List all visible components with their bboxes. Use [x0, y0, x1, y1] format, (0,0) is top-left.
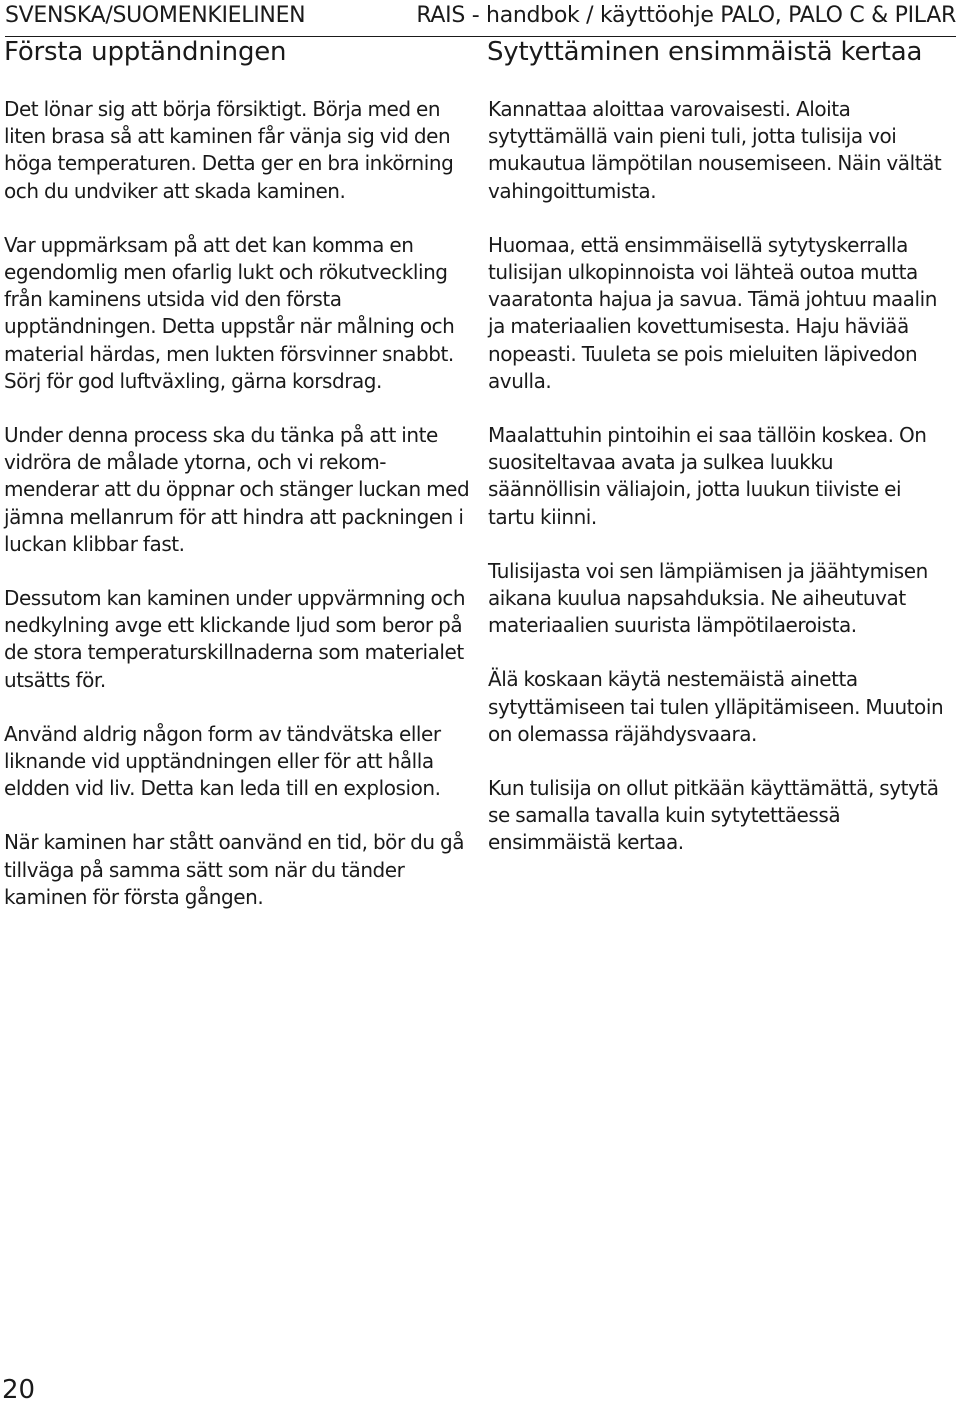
swedish-paragraph: Använd aldrig någon form av tändvätska eller liknande vid upptändningen eller för att hålla eldden vid liv. Detta kan leda till en explosion.: [4, 721, 441, 801]
section-title-swedish: Första upptändningen: [4, 37, 287, 67]
swedish-paragraph: Det lönar sig att börja försiktigt. Börja med en liten brasa så att kaminen får vänja sig vid den höga temperaturen. Detta ger en bra inkörning och du undviker att skada kaminen.: [4, 97, 454, 203]
swedish-column: [4, 96, 470, 938]
page-number: 20: [2, 1375, 36, 1405]
swedish-paragraph: Under denna process ska du tänka på att inte vidröra de målade ytorna, och vi rekommenderar att du öppnar och stänger luckan med jämna mellanrum för att hindra att packningen i luckan klibbar fast.: [4, 423, 470, 556]
swedish-paragraph: Var uppmärksam på att det kan komma en egendomlig men ofarlig lukt och rökutveckling från kaminens utsida vid den första upptändningen. Detta uppstår när målning och material härdas, men lukten försvinner snabbt. Sörj för god luftväxling, gärna korsdrag.: [4, 232, 455, 393]
swedish-paragraph: Dessutom kan kaminen under uppvärmning och nedkylning avge ett klickande ljud som beror på de stora temperaturskillnaderna som materialet utsätts för.: [4, 586, 466, 692]
finnish-paragraph: Tulisijasta voi sen lämpiämisen ja jäähtymisen aikana kuulua napsahduksia. Ne aiheutuvat materiaalien suurista lämpötilaeroista.: [488, 558, 928, 638]
swedish-paragraph: När kaminen har stått oanvänd en tid, bör du gå tillväga på samma sätt som när du tänder kaminen för första gången.: [4, 830, 465, 909]
page-header: [5, 0, 956, 37]
finnish-paragraph: Maalattuhin pintoihin ei saa tällöin koskea. On suositeltavaa avata ja sulkea luukku säännöllisin väliajoin, jotta luukun tiiviste ei tartu kiinni.: [488, 423, 927, 529]
finnish-paragraph: Huomaa, että ensimmäisellä sytytyskerralla tulisijan ulkopinnoista voi lähteä outoa mutta vaaratonta hajua ja savua. Tämä johtuu maalin ja materiaalien kovettumisesta. Haju häviää nopeasti. Tuuleta se pois mieluiten läpivedon avulla.: [488, 232, 937, 393]
finnish-paragraph: Kannattaa aloittaa varovaisesti. Aloita sytyttämällä vain pieni tuli, jotta tulisija voi mukautua lämpötilan nousemiseen. Näin vältät vahingoittumista.: [488, 97, 942, 203]
section-title-finnish: Sytyttäminen ensimmäistä kertaa: [487, 37, 923, 67]
finnish-column: [488, 96, 948, 884]
finnish-paragraph: Älä koskaan käytä nestemäistä ainetta sytyttämiseen tai tulen ylläpitämiseen. Muutoin on olemassa räjähdysvaara.: [488, 667, 944, 746]
finnish-paragraph: Kun tulisija on ollut pitkään käyttämättä, sytytä se samalla tavalla kuin sytytettäessä ensimmäistä kertaa.: [488, 776, 939, 855]
manual-title: RAIS - handbok / käyttöohje PALO, PALO C & PILAR: [416, 3, 956, 28]
language-label: SVENSKA/SUOMENKIELINEN: [5, 3, 306, 28]
